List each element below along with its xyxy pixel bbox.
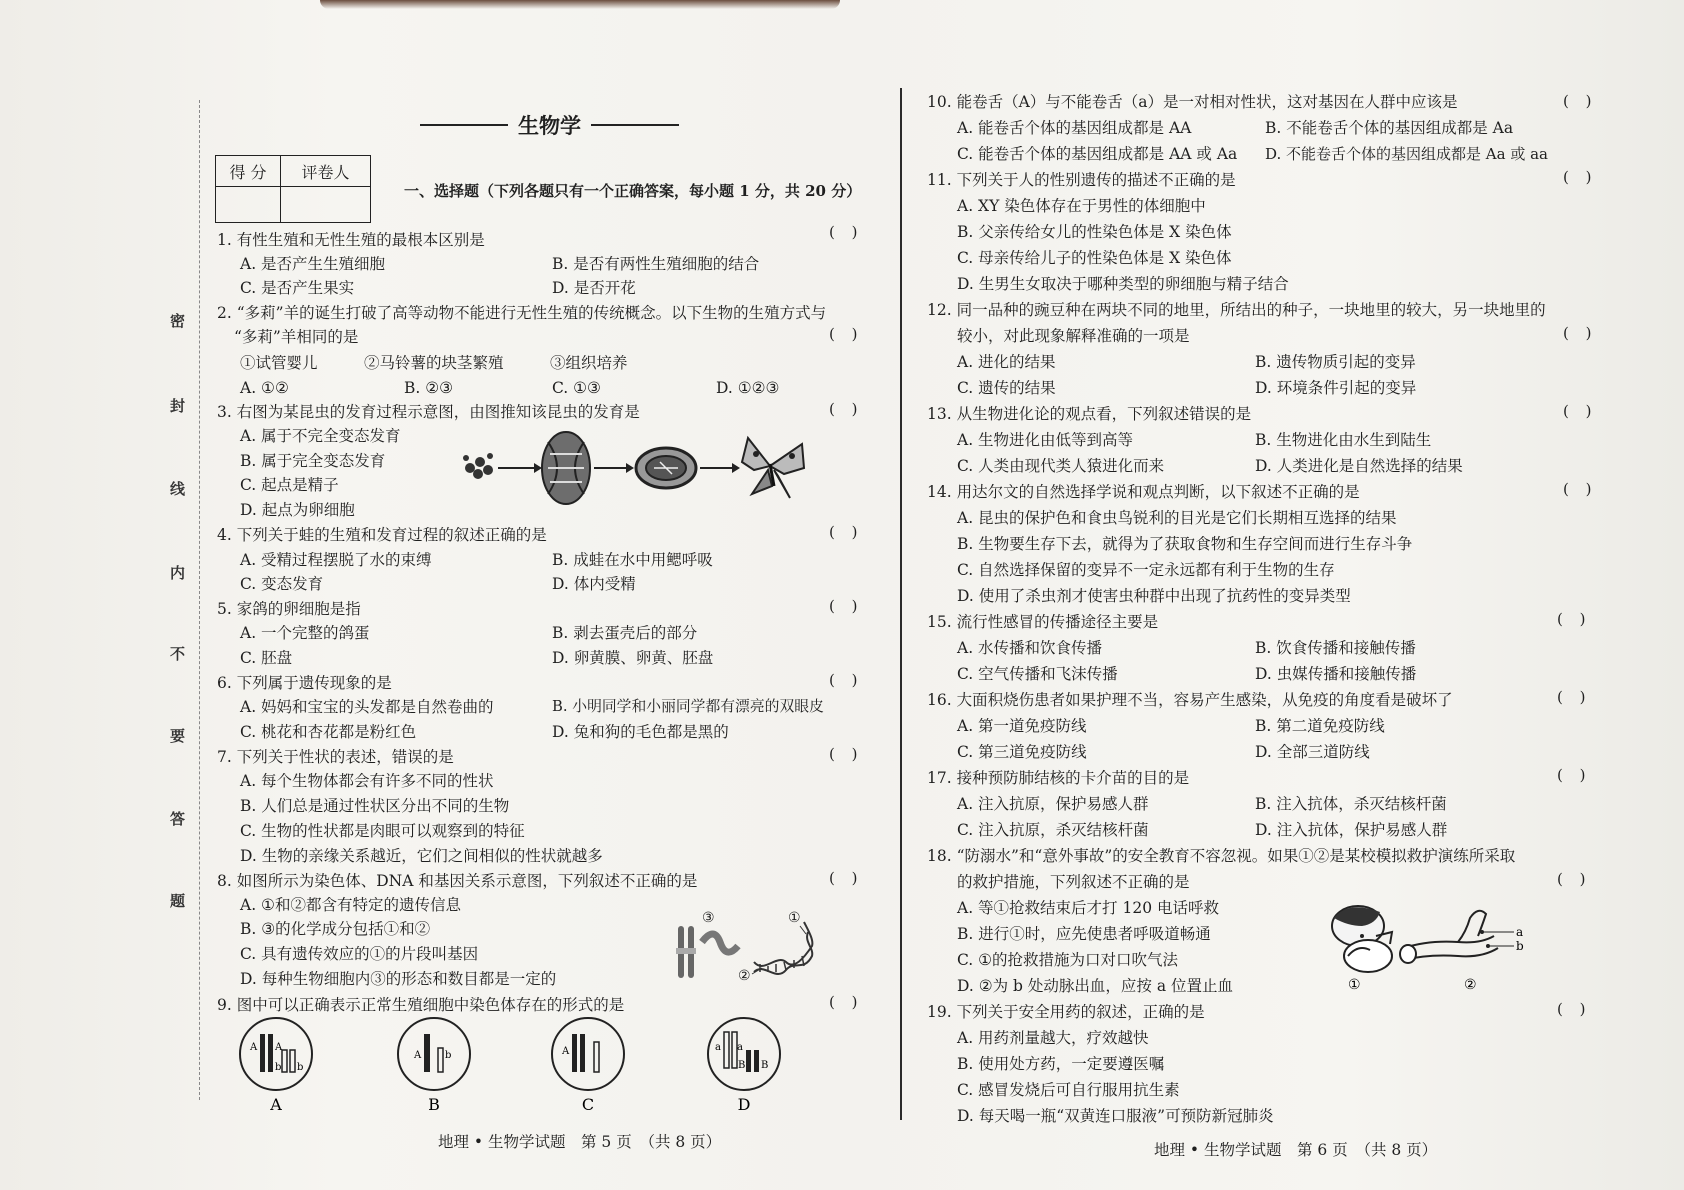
option-a: A. 是否产生生殖细胞: [240, 255, 386, 273]
option-b: B. 注入抗体，杀灭结核杆菌: [1255, 795, 1447, 813]
option-c: C. 人类由现代类人猿进化而来: [957, 457, 1165, 475]
svg-text:a: a: [715, 1042, 721, 1053]
page-title: [420, 110, 679, 140]
score-cell[interactable]: [216, 187, 281, 222]
option-d: D. 不能卷舌个体的基因组成都是 Aa 或 aa: [1265, 145, 1548, 163]
option-b: B. 成蛙在水中用鳃呼吸: [552, 551, 713, 569]
answer-paren[interactable]: ( ): [829, 597, 864, 615]
arm-pressure-icon: [1400, 911, 1514, 963]
answer-paren[interactable]: ( ): [829, 745, 864, 763]
option-a: A. 能卷舌个体的基因组成都是 AA: [957, 119, 1192, 137]
question-8: 8. 如图所示为染色体、DNA 和基因关系示意图，下列叙述不正确的是: [217, 872, 698, 890]
title-rule: [591, 124, 679, 126]
figure-label-2: ②: [1464, 977, 1477, 993]
question-18: 18. “防溺水”和“意外事故”的安全教育不容忽视。如果①②是某校模拟救护演练所采取: [927, 847, 1516, 865]
svg-text:b: b: [275, 1062, 282, 1073]
seal-char: 不: [170, 645, 186, 663]
option-b: B. 生物要生存下去，就得为了获取食物和生存空间而进行生存斗争: [957, 535, 1413, 553]
arrow-icon: [498, 463, 542, 473]
question-3: 3. 右图为某昆虫的发育过程示意图，由图推知该昆虫的发育是: [217, 403, 640, 421]
figure-label-1: ①: [788, 910, 801, 926]
option-c: C. ①的抢救措施为口对口吹气法: [957, 951, 1179, 969]
option-d: D. 兔和狗的毛色都是黑的: [552, 723, 729, 741]
option-d: D. 全部三道防线: [1255, 743, 1370, 761]
option-d: D. 起点为卵细胞: [240, 501, 355, 519]
svg-text:b: b: [297, 1062, 304, 1073]
answer-paren[interactable]: ( ): [829, 223, 864, 241]
seal-char: 答: [170, 810, 186, 828]
figure-label-b: b: [1516, 939, 1524, 953]
option-a: A. 进化的结果: [957, 353, 1056, 371]
option-c: C. 能卷舌个体的基因组成都是 AA 或 Aa: [957, 145, 1238, 163]
answer-paren[interactable]: ( ): [829, 400, 864, 418]
option-c: C. 第三道免疫防线: [957, 743, 1087, 761]
option-d: D. 人类进化是自然选择的结果: [1255, 457, 1463, 475]
score-box: [215, 155, 371, 223]
svg-text:A: A: [414, 1050, 422, 1061]
answer-paren[interactable]: ( ): [829, 869, 864, 887]
option-d: D. 每种生物细胞内③的形态和数目都是一定的: [240, 970, 557, 988]
question-16: 16. 大面积烧伤患者如果护理不当，容易产生感染，从免疫的角度看是破坏了: [927, 691, 1453, 709]
question-13: 13. 从生物进化论的观点看，下列叙述错误的是: [927, 405, 1252, 423]
option-b: B. 属于完全变态发育: [240, 452, 386, 470]
option-b: B. 剥去蛋壳后的部分: [552, 624, 698, 642]
option-d: D. ②为 b 处动脉出血，应按 a 位置止血: [957, 977, 1233, 995]
cell-option-b: [398, 1018, 470, 1114]
germ-cell-options-figure: [238, 1014, 802, 1114]
title-text: 生物学: [518, 113, 581, 138]
question-7: 7. 下列关于性状的表述，错误的是: [217, 748, 454, 766]
option-a: A. XY 染色体存在于男性的体细胞中: [957, 197, 1206, 215]
insect-development-figure: [458, 428, 812, 508]
option-c: C. 是否产生果实: [240, 279, 355, 297]
option-d: D. 体内受精: [552, 575, 636, 593]
question-17: 17. 接种预防肺结核的卡介苗的目的是: [927, 769, 1190, 787]
option-c: C. 空气传播和飞沫传播: [957, 665, 1118, 683]
seal-line: [199, 100, 200, 1100]
svg-text:A: A: [562, 1046, 570, 1057]
question-2: 2. “多莉”羊的诞生打破了高等动物不能进行无性生殖的传统概念。以下生物的生殖方式与: [217, 304, 827, 322]
option-label-d: D: [737, 1095, 751, 1114]
option-a: A. 每个生物体都会有许多不同的性状: [240, 772, 494, 790]
seal-char: 题: [170, 892, 186, 910]
option-a: A. ①②: [240, 379, 289, 397]
center-divider: [900, 88, 902, 1120]
option-c: C. 变态发育: [240, 575, 324, 593]
option-a: A. 一个完整的鸽蛋: [240, 624, 370, 642]
option-label-c: C: [581, 1095, 595, 1114]
answer-paren[interactable]: ( ): [1557, 610, 1592, 628]
option-c: C. 胚盘: [240, 649, 293, 667]
seal-char: 封: [170, 397, 186, 415]
grader-cell[interactable]: [281, 187, 370, 222]
dna-helix-icon: [754, 922, 812, 974]
grader-label: 评卷人: [301, 162, 350, 182]
option-b: B. 不能卷舌个体的基因组成都是 Aa: [1265, 119, 1514, 137]
question-19: 19. 下列关于安全用药的叙述，正确的是: [927, 1003, 1205, 1021]
question-4: 4. 下列关于蛙的生殖和发育过程的叙述正确的是: [217, 526, 547, 544]
answer-paren[interactable]: ( ): [829, 523, 864, 541]
option-d: D. 使用了杀虫剂才使害虫种群中出现了抗药性的变异类型: [957, 587, 1351, 605]
figure-label-a: a: [1516, 925, 1524, 939]
option-b: B. 生物进化由水生到陆生: [1255, 431, 1432, 449]
option-b: B. 人们总是通过性状区分出不同的生物: [240, 797, 510, 815]
seal-char: 内: [170, 564, 186, 582]
figure-label-3: ③: [702, 910, 715, 926]
seal-char: 线: [170, 480, 186, 498]
question-1: 1. 有性生殖和无性生殖的最根本区别是: [217, 231, 485, 249]
option-a: A. 第一道免疫防线: [957, 717, 1087, 735]
seal-char: 密: [170, 312, 186, 330]
option-c: C. 母亲传给儿子的性染色体是 X 染色体: [957, 249, 1232, 267]
arrow-icon: [594, 463, 634, 473]
question-18-cont: 的救护措施，下列叙述不正确的是: [957, 873, 1190, 891]
egg-cluster-icon: [463, 453, 493, 479]
answer-paren[interactable]: ( ): [829, 671, 864, 689]
svg-text:A: A: [275, 1042, 283, 1053]
answer-paren[interactable]: ( ): [1557, 688, 1592, 706]
option-b: B. 第二道免疫防线: [1255, 717, 1385, 735]
option-label-b: B: [428, 1095, 440, 1114]
answer-paren[interactable]: ( ): [1557, 766, 1592, 784]
svg-text:b: b: [445, 1050, 452, 1061]
svg-text:B: B: [761, 1060, 769, 1071]
svg-text:a: a: [737, 1042, 743, 1053]
option-c: C. 注入抗原，杀灭结核杆菌: [957, 821, 1149, 839]
figure-label-1: ①: [1348, 977, 1361, 993]
option-a: A. 水传播和饮食传播: [957, 639, 1103, 657]
question-10: 10. 能卷舌（A）与不能卷舌（a）是一对相对性状，这对基因在人群中应该是: [927, 93, 1458, 111]
option-label-a: A: [270, 1095, 282, 1114]
butterfly-icon: [742, 438, 804, 498]
option-a: A. 用药剂量越大，疗效越快: [957, 1029, 1149, 1047]
chromosome-icon: [676, 926, 696, 978]
rescue-figure: [1318, 896, 1538, 992]
option-a: A. 昆虫的保护色和食虫鸟锐利的目光是它们长期相互选择的结果: [957, 509, 1397, 527]
option-d: D. 是否开花: [552, 279, 636, 297]
dna-coil-icon: [702, 934, 738, 952]
option-c: C. 具有遗传效应的①的片段叫基因: [240, 945, 479, 963]
question-5: 5. 家鸽的卵细胞是指: [217, 600, 361, 618]
answer-paren[interactable]: ( ): [1557, 1000, 1592, 1018]
answer-paren[interactable]: ( ): [829, 993, 864, 1011]
page-footer-left: 地理 • 生物学试题 第 5 页 （共 8 页）: [438, 1133, 722, 1151]
svg-text:A: A: [250, 1042, 258, 1053]
section-heading: 一、选择题（下列各题只有一个正确答案，每小题 1 分，共 20 分）: [404, 182, 862, 200]
answer-paren[interactable]: ( ): [1563, 324, 1598, 342]
cell-option-d: [708, 1018, 780, 1114]
option-a: A. 妈妈和宝宝的头发都是自然卷曲的: [240, 698, 494, 716]
option-c: C. 生物的性状都是肉眼可以观察到的特征: [240, 822, 525, 840]
option-a: A. ①和②都含有特定的遗传信息: [240, 896, 461, 914]
cell-option-a: [240, 1018, 312, 1114]
score-label: 得 分: [216, 156, 281, 186]
title-rule: [420, 124, 508, 126]
option-b: B. ③的化学成分包括①和②: [240, 920, 431, 938]
cell-option-c: [552, 1018, 624, 1114]
question-9: 9. 图中可以正确表示正常生殖细胞中染色体存在的形式的是: [217, 996, 625, 1014]
option-b: B. 遗传物质引起的变异: [1255, 353, 1416, 371]
option-c: C. 自然选择保留的变异不一定永远都有利于生物的生存: [957, 561, 1335, 579]
seal-char: 要: [170, 727, 186, 745]
answer-paren[interactable]: ( ): [829, 325, 864, 343]
option-b: B. 饮食传播和接触传播: [1255, 639, 1416, 657]
option-a: A. 等①抢救结束后才打 120 电话呼救: [957, 899, 1219, 917]
mouth-to-mouth-icon: [1332, 906, 1392, 972]
option-a: A. 属于不完全变态发育: [240, 427, 401, 445]
question-6: 6. 下列属于遗传现象的是: [217, 674, 392, 692]
option-d: D. 注入抗体，保护易感人群: [1255, 821, 1448, 839]
option-c: C. ①③: [552, 379, 601, 397]
answer-paren[interactable]: ( ): [1563, 92, 1598, 110]
option-b: B. 使用处方药，一定要遵医嘱: [957, 1055, 1165, 1073]
chromosome-dna-figure: [668, 912, 818, 988]
answer-paren[interactable]: ( ): [1563, 402, 1598, 420]
option-d: D. 生男生女取决于哪种类型的卵细胞与精子结合: [957, 275, 1289, 293]
question-11: 11. 下列关于人的性别遗传的描述不正确的是: [927, 171, 1236, 189]
option-c: C. 遗传的结果: [957, 379, 1056, 397]
page-footer-right: 地理 • 生物学试题 第 6 页 （共 8 页）: [1154, 1141, 1438, 1159]
option-b: B. 父亲传给女儿的性染色体是 X 染色体: [957, 223, 1232, 241]
option-b: B. 小明同学和小丽同学都有漂亮的双眼皮: [552, 698, 824, 715]
larva-icon: [542, 432, 590, 504]
option-a: A. 生物进化由低等到高等: [957, 431, 1134, 449]
answer-paren[interactable]: ( ): [1557, 870, 1592, 888]
question-15: 15. 流行性感冒的传播途径主要是: [927, 613, 1159, 631]
pupa-icon: [636, 448, 696, 488]
question-2-cont: “多莉”羊相同的是: [234, 328, 359, 346]
svg-text:B: B: [738, 1060, 746, 1071]
question-14: 14. 用达尔文的自然选择学说和观点判断，以下叙述不正确的是: [927, 483, 1360, 501]
figure-label-2: ②: [738, 968, 751, 984]
option-d: D. 环境条件引起的变异: [1255, 379, 1417, 397]
option-b: B. 进行①时，应先使患者呼吸道畅通: [957, 925, 1211, 943]
answer-paren[interactable]: ( ): [1563, 168, 1598, 186]
question-2-items: ①试管婴儿 ②马铃薯的块茎繁殖 ③组织培养: [240, 354, 628, 372]
option-a: A. 注入抗原，保护易感人群: [957, 795, 1149, 813]
option-a: A. 受精过程摆脱了水的束缚: [240, 551, 432, 569]
option-b: B. ②③: [404, 379, 454, 397]
option-d: D. 生物的亲缘关系越近，它们之间相似的性状就越多: [240, 847, 603, 865]
option-d: D. ①②③: [716, 379, 780, 397]
arrow-icon: [700, 463, 740, 473]
question-12-cont: 较小，对此现象解释准确的一项是: [957, 327, 1190, 345]
option-c: C. 桃花和杏花都是粉红色: [240, 723, 417, 741]
option-d: D. 卵黄膜、卵黄、胚盘: [552, 649, 714, 667]
option-d: D. 每天喝一瓶“双黄连口服液”可预防新冠肺炎: [957, 1107, 1274, 1125]
answer-paren[interactable]: ( ): [1563, 480, 1598, 498]
page-edge-shadow: [320, 0, 840, 9]
option-c: C. 起点是精子: [240, 476, 339, 494]
question-12: 12. 同一品种的豌豆种在两块不同的地里，所结出的种子，一块地里的较大，另一块地里的: [927, 301, 1546, 319]
option-c: C. 感冒发烧后可自行服用抗生素: [957, 1081, 1180, 1099]
option-b: B. 是否有两性生殖细胞的结合: [552, 255, 760, 273]
option-d: D. 虫媒传播和接触传播: [1255, 665, 1417, 683]
